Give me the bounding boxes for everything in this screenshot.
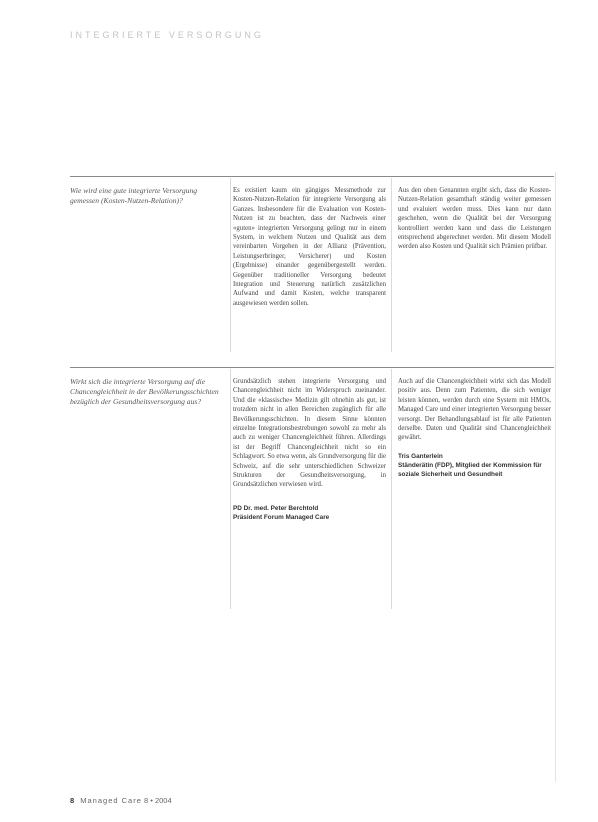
column-divider [230,369,231,609]
question-1: Wie wird eine gute integrierte Versorgung gemessen (Kosten-Nutzen-Relation)? [70,186,198,205]
column-divider [391,369,392,609]
answer-1-column-2 [398,186,551,252]
magazine-name: Managed Care [80,796,142,805]
answer-2-column-1 [233,377,386,522]
signature-berchtold: PD Dr. med. Peter Berchtold Präsident Forum Managed Care [233,504,330,521]
section-rule-2 [70,367,554,368]
issue-number: 8 • 2004 [143,796,172,805]
page-footer [70,796,172,805]
answer-1-column-1 [233,186,386,308]
section-rule-1 [70,176,554,177]
answer-2-column-2 [398,377,551,479]
column-divider [230,178,231,352]
answer-1-text-a: Es existiert kaum ein gängiges Messmethode zur Kosten-Nutzen-Relation für integrierte Versorgung als Ganzes. Insbesondere für die Evaluation von Kosten-Nutzen ist zu beachten, dass der Nachweis einer «guten» integrierten Versorgung gelingt nur in einem System, in welchem Nutzen und Qualität aus dem vereinbarten Vorgehen in der Allianz (Prävention, Leistungserbringer, Versicherer) und Kosten (Ergebnisse) einander gegenübergestellt werden. Gegenüber traditioneller Versorgung bedeutet Integration und Steuerung natürlich zusätzlichen Aufwand und damit Kosten, welche transparent ausgewiesen werden sollen. [233,187,386,307]
page-number: 8 [70,796,75,805]
question-2: Wirkt sich die integrierte Versorgung auf die Chancengleichheit in der Bevölkerungsschichten bezüglich der Gesundheitsversorgung aus? [70,377,219,406]
margin-line [555,172,556,782]
answer-1-text-b: Aus den oben Genannten ergibt sich, dass die Kosten-Nutzen-Relation gesamthaft ständig weiter gemessen und evaluiert werden muss. Dies kann nur dann geschehen, wenn die Qualität bei der Versorgung kontrolliert werden kann und dass die Leistungen entsprechend abgerechnet werden. Mit diesem Modell werden also Kosten und Qualität sich Prämien prüfbar. [398,187,551,251]
signature-ganterlein: Tris Ganterlein Ständerätin (FDP), Mitglied der Kommission für soziale Sicherheit und Gesundheit [398,452,542,478]
answer-2-text-a: Grundsätzlich stehen integrierte Versorgung und Chancengleichheit nicht im Widerspruch zueinander. Und die «klassische» Medizin gilt ohnehin als gut, ist trotzdem nicht in allen Bereichen zugänglich für alle Bevölkerungsschichten. In diesem Sinne könnten einzelne Integrationsbestrebungen sowohl zu mehr als auch zu weniger Chancengleichheit führen. Allerdings ist der Begriff Chancengleichheit nicht so ein Schlagwort. So etwa wenn, als Grundversorgung für die Schweiz, auf die sehr unterschiedlichen Schweizer Strukturen der Gesundheitsversorgung, in Grundsätzlichen verwiesen wird. [233,378,386,489]
answer-2-text-b: Auch auf die Chancengleichheit wirkt sich das Modell positiv aus. Denn zum Patienten, die sich weniger leisten können, werden durch eine System mit HMOs, Managed Care und einer integrierten Versorgung besser versorgt. Der Behandlungsablauf ist für alle Patienten derselbe. Daten und Qualität sind Chancengleichheit gewährt. [398,378,551,442]
column-divider [391,178,392,352]
section-header: INTEGRIERTE VERSORGUNG [70,30,264,40]
